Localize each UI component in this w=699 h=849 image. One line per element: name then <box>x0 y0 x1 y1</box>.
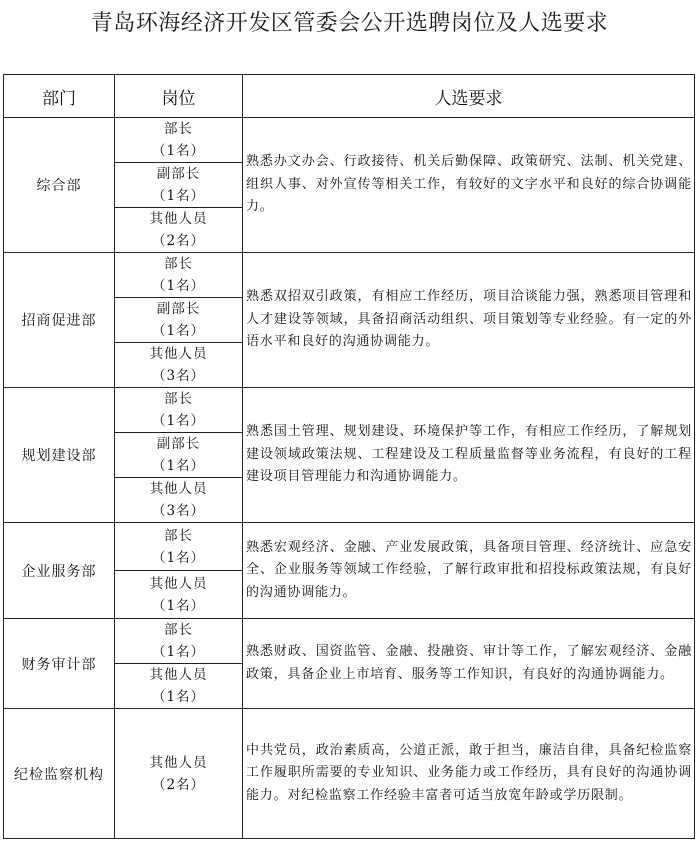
position-title: 其他人员 <box>149 575 208 592</box>
positions-table <box>3 74 695 839</box>
position-count: （1名） <box>151 458 206 474</box>
table-row <box>4 523 695 571</box>
position-cell <box>115 619 243 664</box>
position-count: （1名） <box>151 549 206 566</box>
position-title: 其他人员 <box>149 211 208 227</box>
position-count: （1名） <box>151 689 206 705</box>
table-row <box>4 253 695 298</box>
position-cell <box>115 664 243 709</box>
requirement-text: 中共党员，政治素质高，公道正派，敢于担当，廉洁自律，具备纪检监察工作履职所需要的专业知识、业务能力或工作经历，具有良好的沟通协调能力。对纪检监察工作经验丰富者可适当放宽年龄或学历限制。 <box>243 709 695 839</box>
position-count: （1名） <box>151 323 206 339</box>
page-title: 青岛环海经济开发区管委会公开选聘岗位及人选要求 <box>90 11 609 36</box>
position-cell <box>115 709 243 839</box>
table-row <box>4 388 695 433</box>
position-count: （1名） <box>151 413 206 429</box>
dept-name: 招商促进部 <box>4 253 115 388</box>
position-cell <box>115 343 243 388</box>
position-title: 副部长 <box>156 301 201 317</box>
position-title: 副部长 <box>156 166 201 182</box>
dept-name: 企业服务部 <box>4 523 115 619</box>
position-cell <box>115 478 243 523</box>
position-count: （1名） <box>151 597 206 614</box>
table-row <box>4 709 695 839</box>
position-count: （3名） <box>151 368 206 384</box>
dept-name: 财务审计部 <box>4 619 115 709</box>
table-header-row <box>4 75 695 118</box>
position-cell <box>115 571 243 619</box>
requirement-text: 熟悉宏观经济、金融、产业发展政策，具备项目管理、经济统计、应急安全、企业服务等领域工作经验，了解行政审批和招投标政策法规，有良好的沟通协调能力。 <box>243 523 695 619</box>
position-count: （1名） <box>151 644 206 660</box>
requirement-text: 熟悉办文办会、行政接待、机关后勤保障、政策研究、法制、机关党建、组织人事、对外宣传等相关工作，有较好的文字水平和良好的综合协调能力。 <box>243 118 695 253</box>
table-row <box>4 118 695 163</box>
position-title: 其他人员 <box>149 754 208 771</box>
position-count: （1名） <box>151 143 206 159</box>
dept-name: 规划建设部 <box>4 388 115 523</box>
position-count: （1名） <box>151 278 206 294</box>
position-cell <box>115 388 243 433</box>
requirement-text: 熟悉双招双引政策，有相应工作经历，项目洽谈能力强，熟悉项目管理和人才建设等领域，具备招商活动组织、项目策划等专业经验。有一定的外语水平和良好的沟通协调能力。 <box>243 253 695 388</box>
position-title: 部长 <box>164 622 193 638</box>
position-count: （2名） <box>151 776 206 793</box>
position-title: 部长 <box>164 527 193 544</box>
position-count: （3名） <box>151 503 206 519</box>
position-cell <box>115 523 243 571</box>
header-dept: 部门 <box>4 75 115 118</box>
position-title: 部长 <box>164 391 193 407</box>
table-row <box>4 619 695 664</box>
position-title: 其他人员 <box>149 346 208 362</box>
position-cell <box>115 163 243 208</box>
position-count: （1名） <box>151 188 206 204</box>
position-cell <box>115 118 243 163</box>
dept-name: 纪检监察机构 <box>4 709 115 839</box>
position-cell <box>115 298 243 343</box>
requirement-text: 熟悉财政、国资监管、金融、投融资、审计等工作，了解宏观经济、金融政策，具备企业上市培育、服务等工作知识，有良好的沟通协调能力。 <box>243 619 695 709</box>
position-cell <box>115 208 243 253</box>
position-title: 部长 <box>164 121 193 137</box>
position-title: 其他人员 <box>149 667 208 683</box>
position-title: 部长 <box>164 256 193 272</box>
position-cell <box>115 433 243 478</box>
position-title: 副部长 <box>156 436 201 452</box>
position-title: 其他人员 <box>149 481 208 497</box>
header-requirements: 人选要求 <box>243 75 695 118</box>
position-cell <box>115 253 243 298</box>
header-position: 岗位 <box>115 75 243 118</box>
requirement-text: 熟悉国土管理、规划建设、环境保护等工作，有相应工作经历，了解规划建设领域政策法规、工程建设及工程质量监督等业务流程，有良好的工程建设项目管理能力和沟通协调能力。 <box>243 388 695 523</box>
position-count: （2名） <box>151 233 206 249</box>
dept-name: 综合部 <box>4 118 115 253</box>
